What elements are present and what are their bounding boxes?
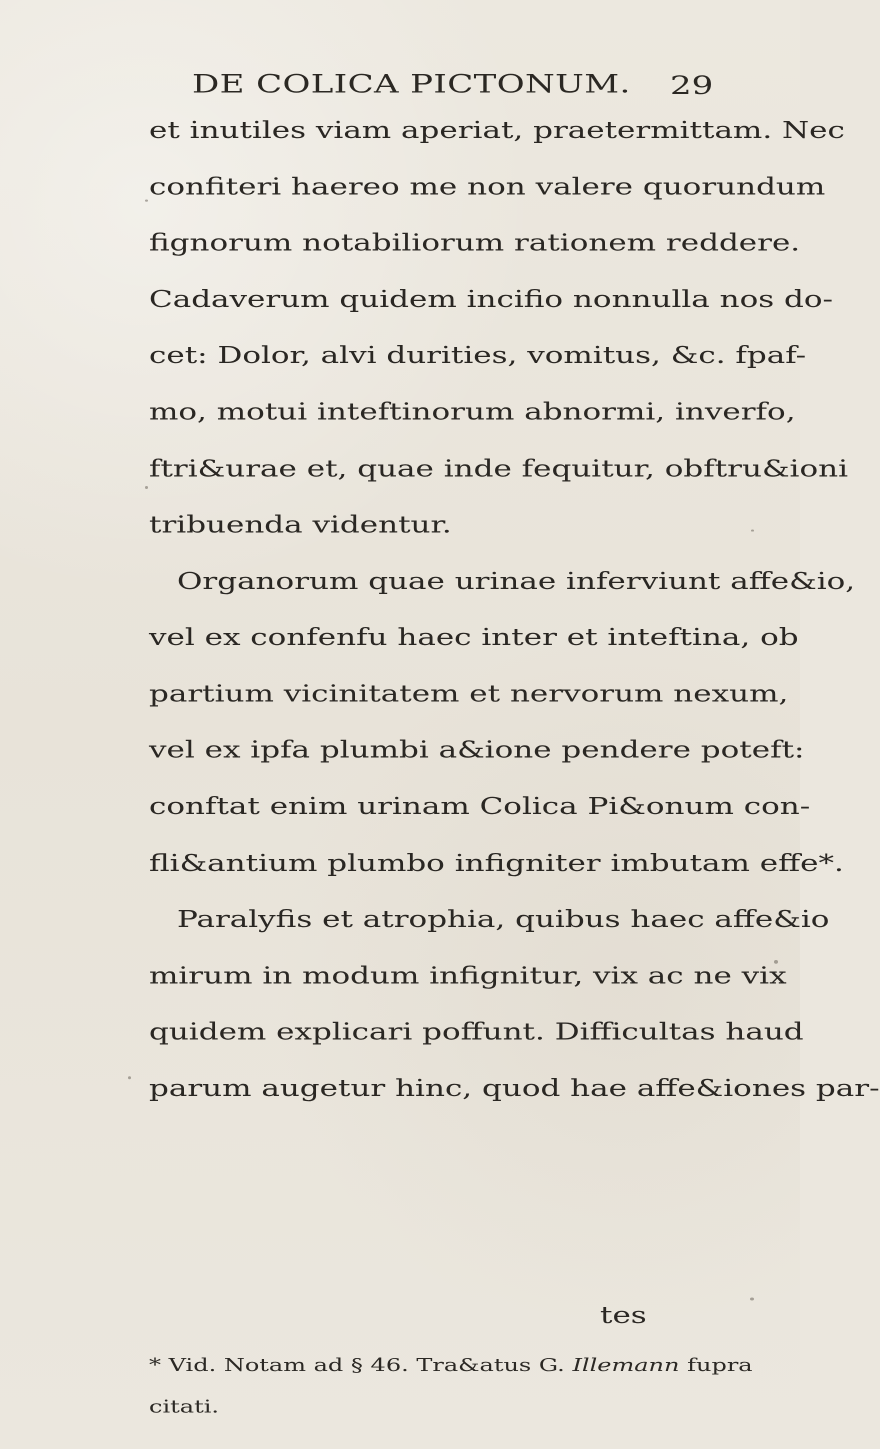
paper-speck — [751, 530, 754, 532]
text-line: et inutiles viam aperiat, praetermittam. Nec — [149, 117, 845, 144]
footnote-continuation: citati. — [149, 1395, 220, 1417]
paper-speck — [750, 1298, 754, 1301]
text-line: partium vicinitatem et nervorum nexum, — [149, 680, 789, 708]
text-line: vel ex ipfa plumbi a&ione pendere poteft: — [149, 736, 805, 764]
text-line: Cadaverum quidem incifio nonnulla nos do- — [149, 285, 833, 313]
catchword: tes — [600, 1302, 647, 1329]
text-line: fignorum notabiliorum rationem reddere. — [149, 229, 801, 257]
footnote-suffix: fupra — [687, 1354, 753, 1376]
text-line: tribuenda videntur. — [149, 511, 452, 539]
paper-speck — [128, 1076, 131, 1079]
footnote-prefix: * Vid. Notam ad § 46. Tra&atus G. — [149, 1354, 565, 1376]
paper-speck — [145, 486, 148, 489]
text-line: confiteri haereo me non valere quorundum — [149, 173, 826, 201]
text-line: Organorum quae urinae inferviunt affe&io, — [177, 567, 856, 595]
text-line: cet: Dolor, alvi durities, vomitus, &c. fpaf- — [149, 342, 807, 369]
text-line: mo, motui inteftinorum abnormi, inverfo, — [149, 398, 796, 426]
text-line: Paralyfis et atrophia, quibus haec affe&io — [177, 906, 830, 933]
footnote-author: Illemann — [572, 1354, 680, 1376]
text-line: ftri&urae et, quae inde fequitur, obftru&ioni — [149, 455, 849, 483]
page-number: 29 — [670, 70, 714, 101]
footnote — [149, 1356, 753, 1374]
text-line: conftat enim urinam Colica Pi&onum con- — [149, 792, 811, 820]
paper-speck — [145, 200, 148, 202]
text-line: vel ex confenfu haec inter et inteftina, ob — [149, 624, 799, 651]
text-line: mirum in modum infignitur, vix ac ne vix — [149, 962, 787, 990]
text-line: fli&antium plumbo infigniter imbutam effe*. — [149, 849, 844, 877]
paper-speck — [774, 960, 778, 964]
running-title: DE COLICA PICTONUM. — [192, 69, 631, 99]
text-line: quidem explicari poffunt. Difficultas haud — [149, 1018, 804, 1046]
text-line: parum augetur hinc, quod hae affe&iones par- — [149, 1074, 880, 1102]
